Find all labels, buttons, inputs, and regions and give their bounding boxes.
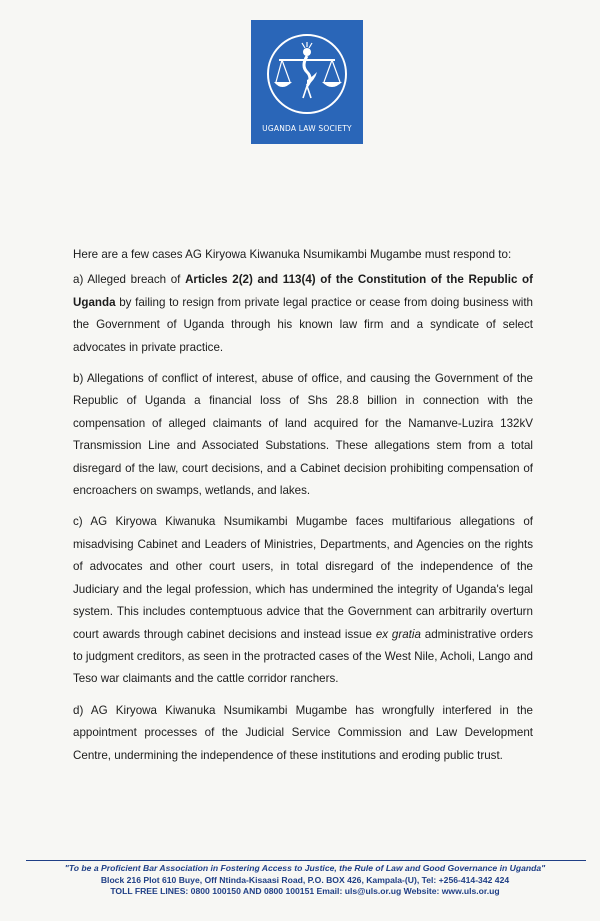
footer-contacts: TOLL FREE LINES: 0800 100150 AND 0800 100151 Email: uls@uls.or.ug Website: www.uls.or.ug bbox=[110, 886, 500, 896]
case-a-pre: a) Alleged breach of bbox=[73, 273, 186, 287]
uganda-law-society-logo bbox=[251, 20, 363, 144]
case-c-paragraph bbox=[73, 511, 533, 690]
logo-text: UGANDA LAW SOCIETY bbox=[262, 124, 352, 133]
letter-body bbox=[73, 244, 533, 776]
scales-of-justice-emblem-icon bbox=[265, 32, 349, 116]
case-c-post: administrative orders to judgment creditors, as seen in the protracted cases of the West Nile, Acholi, Lango and Teso war claimants and the cattle corridor ranchers. bbox=[73, 627, 534, 686]
case-c-pre: c) AG Kiryowa Kiwanuka Nsumikambi Mugambe faces multifarious allegations of misadvising Cabinet and Leaders of Ministries, Departments, and Agencies on the rights of advocates and other court users, in total disregard of the independence of the Judiciary and the legal profession, which has undermined the integrity of Uganda's legal system. This includes contemptuous advice that the Government can arbitrarily overturn court awards through cabinet decisions and instead issue bbox=[73, 515, 533, 641]
footer-motto: "To be a Proficient Bar Association in Fostering Access to Justice, the Rule of Law and Good Governance in Uganda" bbox=[64, 863, 546, 873]
footer-address: Block 216 Plot 610 Buye, Off Ntinda-Kisaasi Road, P.O. BOX 426, Kampala-(U), Tel: +256-414-342 424 bbox=[100, 874, 510, 885]
case-d-paragraph: d) AG Kiryowa Kiwanuka Nsumikambi Mugambe has wrongfully interfered in the appointment processes of the Judicial Service Commission and Law Development Centre, undermining the independence of these institutions and eroding public trust. bbox=[73, 703, 533, 762]
case-c-italic: ex gratia bbox=[375, 627, 421, 641]
intro-line: Here are a few cases AG Kiryowa Kiwanuka Nsumikambi Mugambe must respond to: bbox=[73, 248, 512, 261]
footer-divider bbox=[26, 860, 586, 861]
case-a-bold: Articles 2(2) and 113(4) of the Constitution of the Republic of Uganda bbox=[73, 273, 533, 309]
case-a-paragraph bbox=[73, 269, 533, 359]
letterhead-footer bbox=[20, 863, 590, 898]
case-a-post: by failing to resign from private legal practice or cease from doing business with the Government of Uganda through his known law firm and a syndicate of select advocates in private practice. bbox=[73, 295, 533, 354]
case-b-paragraph: b) Allegations of conflict of interest, abuse of office, and causing the Government of the Republic of Uganda a financial loss of Shs 28.8 billion in connection with the compensation of alleged claimants of land acquired for the Namanve-Luzira 132kV Transmission Line and Associated Substations. These allegations stem from a total disregard of the law, court decisions, and a Cabinet decision prohibiting compensation of encroachers on swamps, wetlands, and lakes. bbox=[73, 372, 533, 498]
